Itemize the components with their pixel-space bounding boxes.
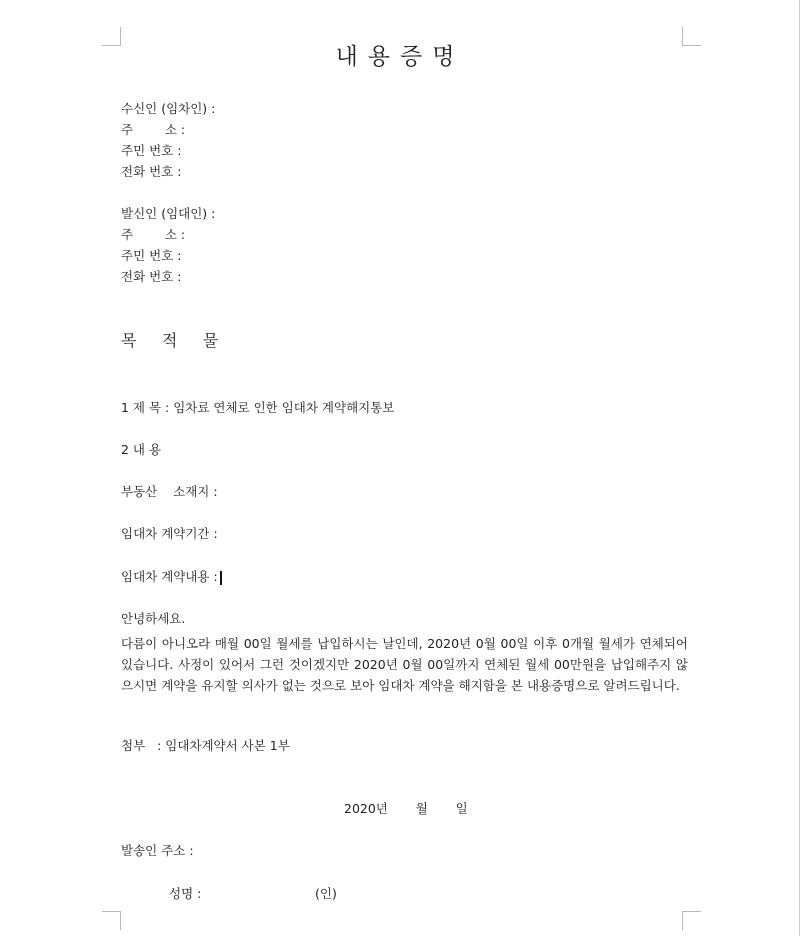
seal-mark: (인) bbox=[315, 886, 337, 901]
sender-address: 주 소 : bbox=[121, 227, 186, 242]
crop-mark-bottom-left bbox=[102, 911, 121, 930]
item-terms: 임대차 계약내용 : bbox=[121, 569, 218, 584]
recipient-heading: 수신인 (임차인) : bbox=[121, 101, 216, 116]
greeting: 안녕하세요. bbox=[121, 611, 186, 626]
crop-mark-bottom-right bbox=[682, 911, 701, 930]
item-property: 부동산 소재지 : bbox=[121, 484, 218, 499]
section-title: 목 적 물 bbox=[121, 331, 219, 350]
attachment: 첨부 : 임대차계약서 사본 1부 bbox=[121, 738, 290, 753]
sender-phone: 전화 번호 : bbox=[121, 269, 182, 284]
sender-heading: 발신인 (임대인) : bbox=[121, 206, 216, 221]
date-line: 2020년 월 일 bbox=[344, 801, 468, 816]
item-period: 임대차 계약기간 : bbox=[121, 526, 218, 541]
sender-id-number: 주민 번호 : bbox=[121, 248, 182, 263]
item-terms-line[interactable] bbox=[121, 569, 222, 585]
recipient-id-number: 주민 번호 : bbox=[121, 143, 182, 158]
document-title: 내용증명 bbox=[335, 44, 465, 70]
item-subject: 1 제 목 : 임차료 연체로 인한 임대차 계약해지통보 bbox=[121, 400, 395, 415]
item-content: 2 내 용 bbox=[121, 442, 162, 457]
text-cursor bbox=[220, 571, 222, 585]
sender-address-label: 발송인 주소 : bbox=[121, 843, 194, 858]
recipient-address: 주 소 : bbox=[121, 122, 186, 137]
name-label: 성명 : bbox=[169, 886, 202, 901]
recipient-phone: 전화 번호 : bbox=[121, 164, 182, 179]
body-paragraph: 다름이 아니오라 매월 00일 월세를 납입하시는 날인데, 2020년 0월 00일 이후 0개월 월세가 연체되어 있습니다. 사정이 있어서 그런 것이겠지만 2020년 0월 00일까지 연체된 월세 00만원을 납입해주지 않으시면 계약을 유지할 의사가 없는 것으로 보아 임대차 계약을 해지함을 본 내용증명으로 알려드립니다. bbox=[121, 636, 688, 693]
